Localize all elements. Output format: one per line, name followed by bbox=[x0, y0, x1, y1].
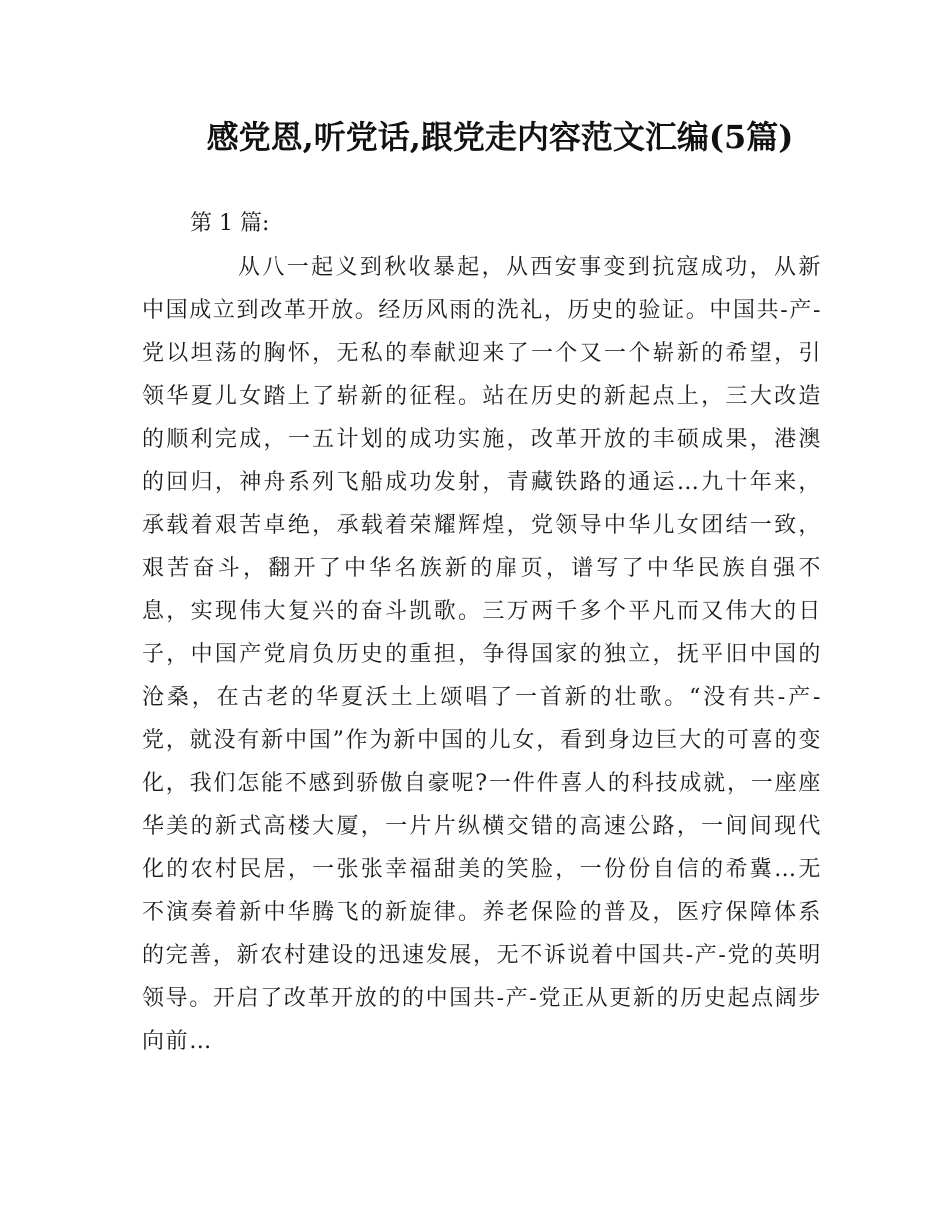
body-paragraph: 从八一起义到秋收暴起，从西安事变到抗寇成功，从新中国成立到改革开放。经历风雨的洗礼，历史的验证。中国共-产-党以坦荡的胸怀，无私的奉献迎来了一个又一个崭新的希望，引领华夏儿女踏上了崭新的征程。站在历史的新起点上，三大改造的顺利完成，一五计划的成功实施，改革开放的丰硕成果，港澳的回归，神舟系列飞船成功发射，青藏铁路的通运…九十年来，承载着艰苦卓绝，承载着荣耀辉煌，党领导中华儿女团结一致，艰苦奋斗，翻开了中华名族新的扉页，谱写了中华民族自强不息，实现伟大复兴的奋斗凯歌。三万两千多个平凡而又伟大的日子，中国产党肩负历史的重担，争得国家的独立，抚平旧中国的沧桑，在古老的华夏沃土上颂唱了一首新的壮歌。“没有共-产-党，就没有新中国”作为新中国的儿女，看到身边巨大的可喜的变化，我们怎能不感到骄傲自豪呢?一件件喜人的科技成就，一座座华美的新式高楼大厦，一片片纵横交错的高速公路，一间间现代化的农村民居，一张张幸福甜美的笑脸，一份份自信的希冀…无不演奏着新中华腾飞的新旋律。养老保险的普及，医疗保障体系的完善，新农村建设的迅速发展，无不诉说着中国共-产-党的英明领导。开启了改革开放的的中国共-产-党正从更新的历史起点阔步向前… bbox=[142, 255, 822, 1054]
document-title: 感党恩,听党话,跟党走内容范文汇编(5篇) bbox=[206, 118, 794, 156]
section-heading: 第 1 篇: bbox=[190, 211, 270, 236]
